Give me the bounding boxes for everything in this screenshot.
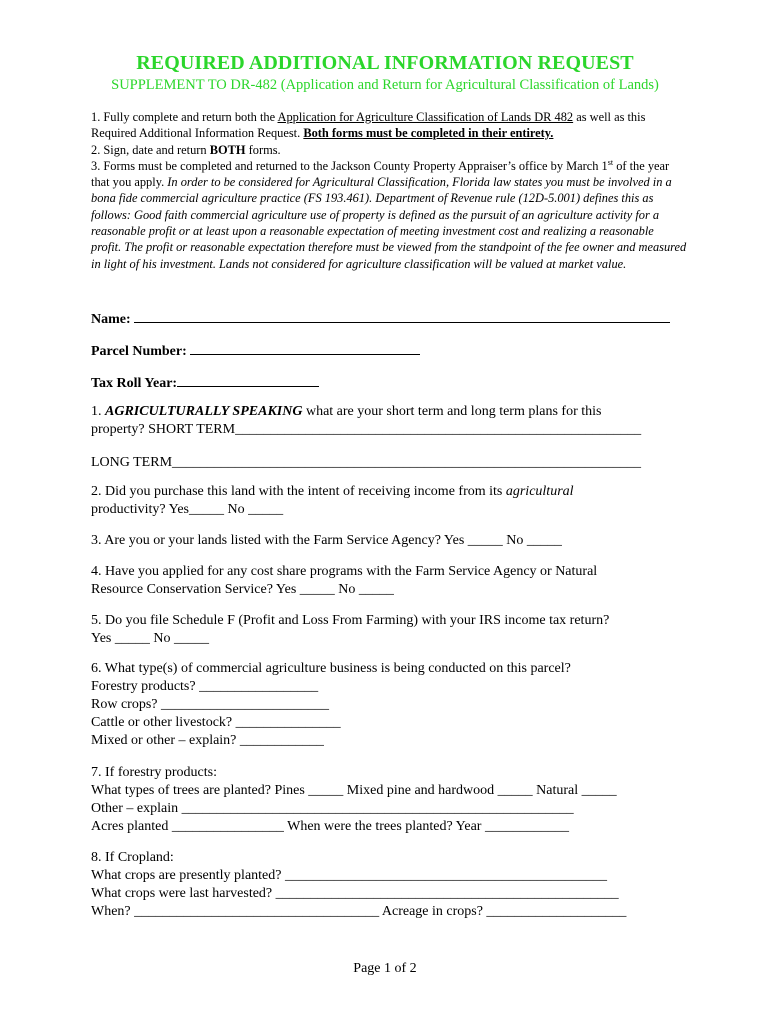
question-5 — [91, 612, 691, 648]
q6-text: 6. What type(s) of commercial agriculture business is being conducted on this parcel? — [91, 661, 571, 676]
question-8 — [91, 849, 691, 921]
taxroll-input-line[interactable] — [177, 372, 319, 387]
q8-when-acreage[interactable]: When? ___________________________________ Acreage in crops? ____________________ — [91, 904, 627, 919]
instruction-3 — [91, 158, 687, 272]
q1-number: 1. — [91, 404, 105, 419]
question-1 — [91, 403, 691, 472]
q2-line-1 — [91, 483, 691, 501]
taxroll-label: Tax Roll Year: — [91, 376, 178, 391]
instruction-3-text: 3. Forms must be completed and returned to the Jackson County Property Appraiser’s office by March 1 — [91, 158, 608, 173]
q7-tree-types[interactable]: What types of trees are planted? Pines _____ Mixed pine and hardwood _____ Natural _____ — [91, 783, 617, 798]
q7-acres-year[interactable]: Acres planted ________________ When were the trees planted? Year ____________ — [91, 819, 569, 834]
q5-answer[interactable]: Yes _____ No _____ — [91, 631, 209, 646]
q1-line-1 — [91, 403, 691, 421]
ordinal-suffix: st — [607, 157, 614, 167]
parcel-field-row — [91, 340, 691, 360]
q1-emphasis: AGRICULTURALLY SPEAKING — [105, 404, 303, 419]
q1-text: what are your short term and long term plans for this — [302, 404, 602, 419]
q3-text[interactable]: 3. Are you or your lands listed with the Farm Service Agency? Yes _____ No _____ — [91, 533, 562, 548]
q7-other[interactable]: Other – explain ________________________________________________________ — [91, 801, 574, 816]
instructions — [91, 109, 687, 272]
q6-forestry[interactable]: Forestry products? _________________ — [91, 679, 319, 694]
q8-text: 8. If Cropland: — [91, 850, 174, 865]
q1-long-term[interactable]: LONG TERM___________________________________________________________________ — [91, 455, 642, 470]
q4-answer[interactable]: Resource Conservation Service? Yes _____ No _____ — [91, 582, 394, 597]
question-2 — [91, 483, 691, 519]
q2-answer[interactable]: productivity? Yes_____ No _____ — [91, 502, 284, 517]
form-title: REQUIRED ADDITIONAL INFORMATION REQUEST — [136, 52, 634, 74]
instruction-1-text: 1. Fully complete and return both the — [91, 110, 278, 124]
q8-last-harvested[interactable]: What crops were last harvested? _________________________________________________ — [91, 886, 619, 901]
form-subtitle: SUPPLEMENT TO DR-482 (Application and Return for Agricultural Classification of Lands) — [111, 77, 659, 93]
q1-short-term[interactable]: property? SHORT TERM__________________________________________________________ — [91, 422, 642, 437]
dr482-reference: Application for Agriculture Classification of Lands DR 482 — [277, 110, 574, 124]
q6-mixed-other[interactable]: Mixed or other – explain? ____________ — [91, 733, 324, 748]
q2-italic: agricultural — [505, 484, 574, 499]
instruction-2-text: 2. Sign, date and return — [91, 142, 210, 157]
instruction-2-bold: BOTH — [209, 142, 246, 157]
q2-text: 2. Did you purchase this land with the intent of receiving income from its — [91, 484, 506, 499]
instruction-1 — [91, 109, 687, 142]
q6-livestock[interactable]: Cattle or other livestock? _______________ — [91, 715, 341, 730]
instruction-2 — [91, 142, 687, 158]
completeness-notice: Both forms must be completed in their entirety. — [303, 126, 554, 141]
q7-text: 7. If forestry products: — [91, 765, 217, 780]
instruction-3-mid: of the year that you apply. — [91, 158, 670, 190]
parcel-input-line[interactable] — [190, 340, 420, 355]
question-4 — [91, 563, 691, 599]
name-label: Name: — [91, 312, 131, 327]
question-7 — [91, 764, 691, 836]
q6-row-crops[interactable]: Row crops? ________________________ — [91, 697, 329, 712]
taxroll-field-row — [91, 372, 691, 392]
question-3 — [91, 532, 691, 550]
q5-text: 5. Do you file Schedule F (Profit and Loss From Farming) with your IRS income tax return? — [91, 613, 610, 628]
q8-present-crops[interactable]: What crops are presently planted? ______________________________________________ — [91, 868, 607, 883]
parcel-label: Parcel Number: — [91, 344, 187, 359]
q4-text: 4. Have you applied for any cost share programs with the Farm Service Agency or Natural — [91, 564, 598, 579]
name-input-line[interactable] — [134, 308, 670, 323]
instruction-2-end: forms. — [245, 142, 281, 157]
instruction-1-mid: as well as this Required Additional Information Request. — [91, 110, 646, 141]
legal-definition: In order to be considered for Agricultural Classification, Florida law states you must be involved in a bona fide commercial agriculture practice (FS 193.461). Department of Revenue rule (12D-5.001) defines this as follows: Good faith commercial agriculture use of property is defined as the pursuit of an agriculture activity for a reasonable profit or at least upon a reasonable expectation of meeting investment cost and realizing a reasonable profit. The profit or reasonable expectation therefore must be viewed from the standpoint of the fee owner and measured in light of his investment. Lands not considered for agriculture classification will be valued at market value. — [91, 175, 687, 271]
page-number: Page 1 of 2 — [353, 961, 417, 976]
name-field-row — [91, 308, 691, 328]
question-6 — [91, 660, 691, 750]
